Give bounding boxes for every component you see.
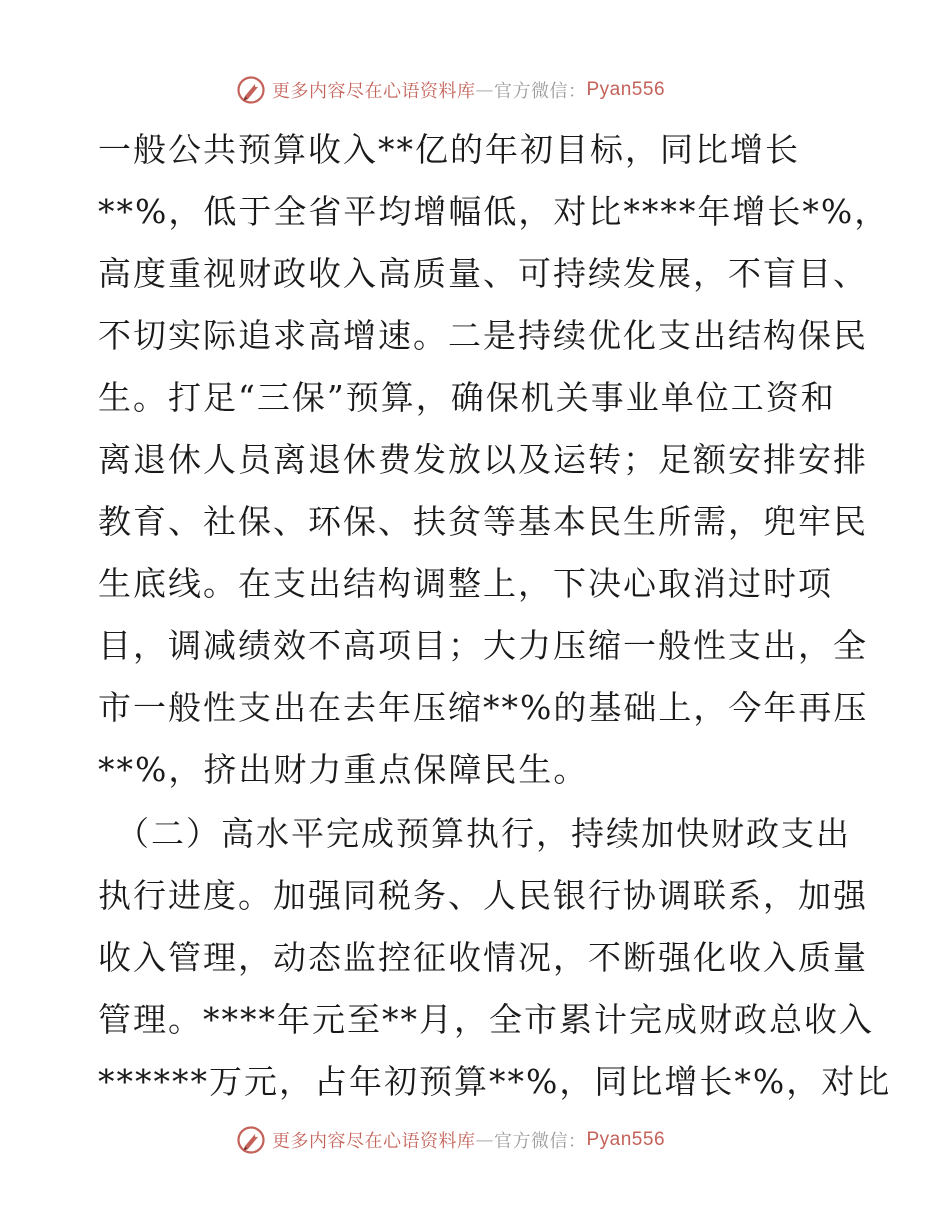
- body-line: 市一般性支出在去年压缩**%的基础上，今年再压: [98, 688, 869, 727]
- pen-logo-icon: [236, 1125, 266, 1155]
- watermark-wechat-id: Pyan556: [586, 79, 666, 100]
- body-line: 生。打足“三保”预算，确保机关事业单位工资和: [98, 378, 836, 417]
- document-body: [98, 122, 892, 1101]
- body-line: 执行进度。加强同税务、人民银行协调联系，加强: [98, 876, 868, 915]
- body-line: 生底线。在支出结构调整上，下决心取消过时项: [98, 564, 833, 603]
- watermark-dash: —: [475, 1129, 494, 1151]
- body-line: ******万元，占年初预算**%，同比增长*%，对比: [98, 1062, 892, 1101]
- body-line: 目，调减绩效不高项目；大力压缩一般性支出，全: [98, 626, 868, 665]
- body-line: 管理。****年元至**月，全市累计完成财政总收入: [98, 1000, 874, 1039]
- body-line: **%，挤出财力重点保障民生。: [98, 750, 589, 789]
- body-line: 不切实际追求高增速。二是持续优化支出结构保民: [98, 316, 868, 355]
- section-heading-line: （二）高水平完成预算执行，持续加快财政支出: [116, 814, 851, 853]
- body-line: 教育、社保、环保、扶贫等基本民生所需，兜牢民: [98, 502, 868, 541]
- header-watermark: [236, 72, 665, 108]
- body-line: 离退休人员离退休费发放以及运转；足额安排安排: [98, 440, 868, 479]
- footer-watermark: [236, 1122, 665, 1158]
- body-line: 收入管理，动态监控征收情况，不断强化收入质量: [98, 938, 868, 977]
- watermark-dash: —: [475, 79, 494, 101]
- watermark-text: 更多内容尽在心语资料库: [272, 1131, 476, 1152]
- body-line: 高度重视财政收入高质量、可持续发展，不盲目、: [98, 254, 868, 293]
- pen-logo-icon: [236, 75, 266, 105]
- body-line: **%，低于全省平均增幅低，对比****年增长*%，: [98, 192, 890, 231]
- watermark-wechat-label: 官方微信：: [494, 81, 587, 102]
- watermark-text: 更多内容尽在心语资料库: [272, 81, 476, 102]
- body-line: 一般公共预算收入**亿的年初目标，同比增长: [98, 130, 800, 169]
- watermark-wechat-label: 官方微信：: [494, 1131, 587, 1152]
- watermark-wechat-id: Pyan556: [586, 1129, 666, 1150]
